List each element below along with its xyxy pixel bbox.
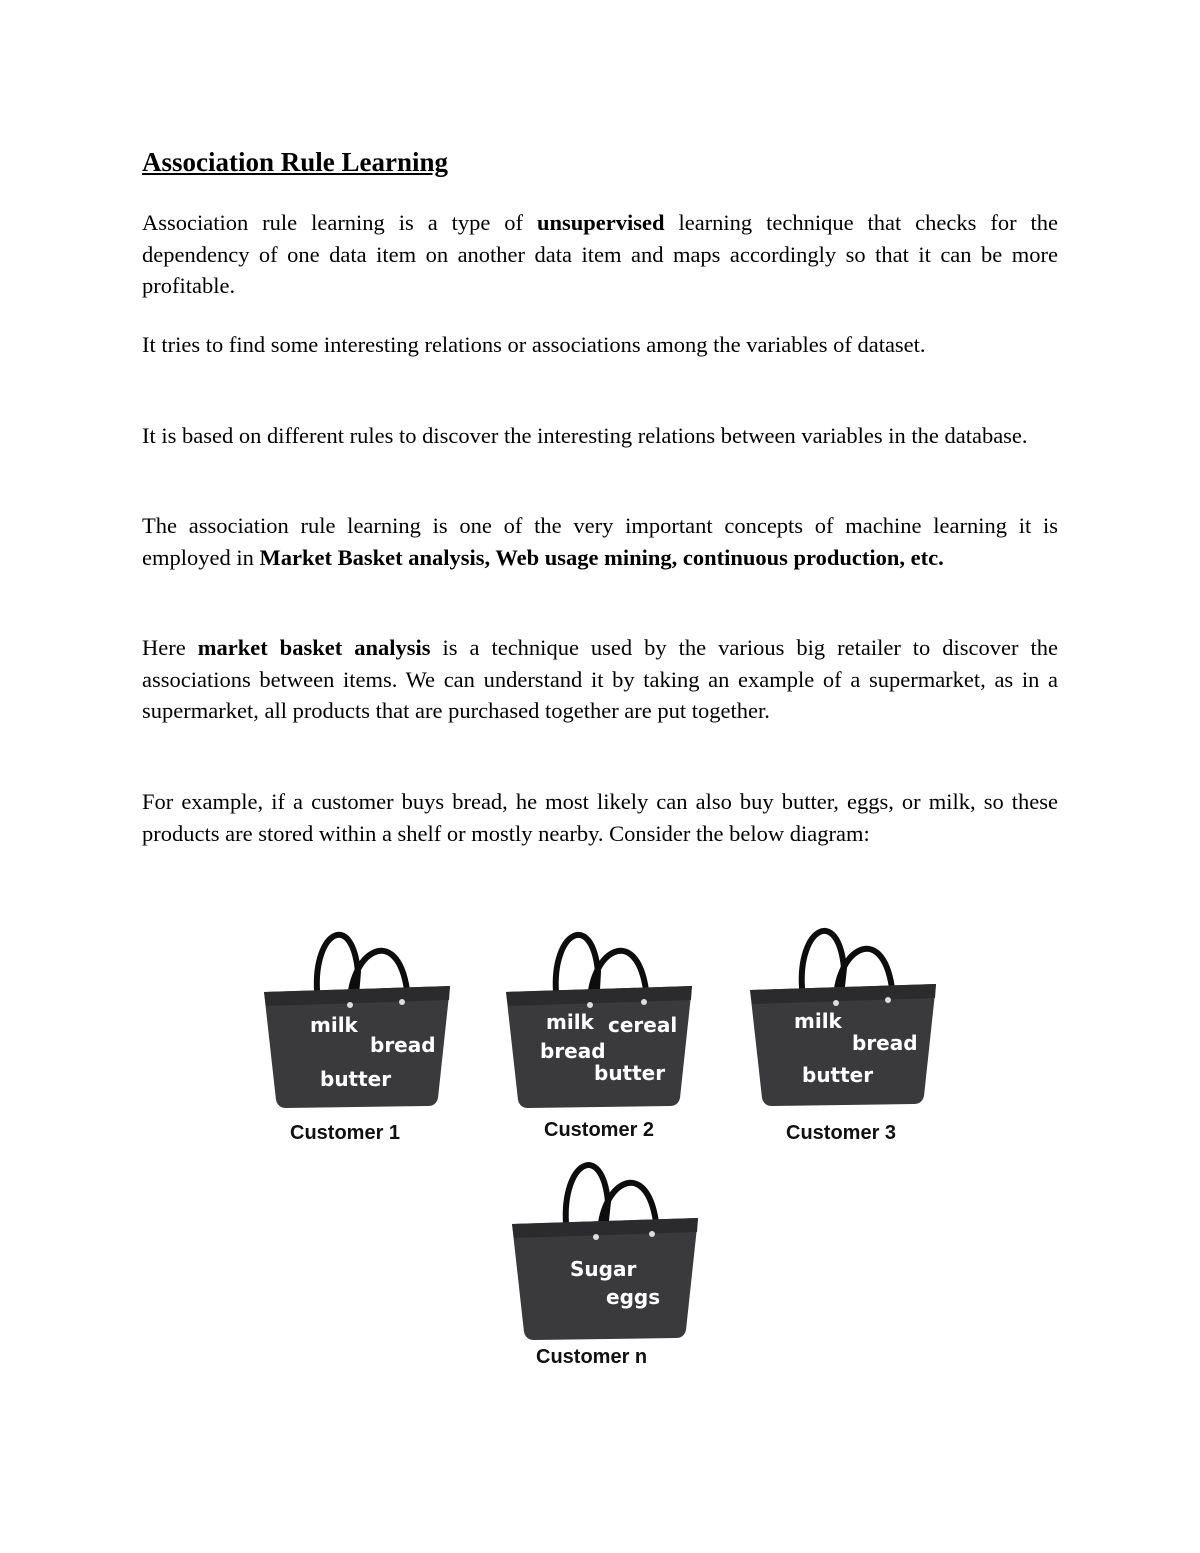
basket-customer-2: [504, 912, 704, 1112]
basket-n-item-1: Sugar: [570, 1257, 637, 1281]
basket-2-item-2: cereal: [608, 1013, 678, 1037]
paragraph-definition: [142, 207, 1058, 302]
p4-text-a: The association rule learning is one of the very important concepts of machine learning it is employed in: [142, 513, 1058, 570]
basket-n-item-2: eggs: [606, 1285, 661, 1309]
paragraph-rules: It is based on different rules to discover the interesting relations between variables in the database.: [142, 423, 1028, 448]
basket-customer-3: [748, 910, 948, 1110]
p5-bold-market-basket: market basket analysis: [197, 635, 431, 660]
paragraph-applications: [142, 510, 1058, 573]
paragraph-relations: It tries to find some interesting relations or associations among the variables of dataset.: [142, 332, 926, 357]
basket-customer-1: [262, 912, 462, 1112]
shopping-basket-icon: [748, 910, 948, 1110]
customer-1-label: Customer 1: [290, 1122, 401, 1144]
basket-1-item-2: bread: [370, 1033, 436, 1057]
p1-bold-unsupervised: unsupervised: [536, 210, 665, 235]
p1-text-a: Association rule learning is a type of: [142, 210, 537, 235]
basket-1-item-3: butter: [320, 1067, 392, 1091]
p4-bold-applications: Market Basket analysis, Web usage mining, continuous production, etc.: [259, 544, 944, 570]
basket-1-item-1: milk: [310, 1013, 358, 1037]
basket-3-item-1: milk: [794, 1009, 842, 1033]
page-title: Association Rule Learning: [142, 147, 449, 177]
p1-text-c: learning technique that checks for the dependency of one data item on another data item and maps accordingly so that it can be more profitable.: [142, 210, 1058, 298]
customer-3-label: Customer 3: [786, 1122, 897, 1144]
shopping-basket-icon: [262, 912, 462, 1112]
paragraph-example: For example, if a customer buys bread, he most likely can also buy butter, eggs, or milk, so these products are stored within a shelf or mostly nearby. Consider the below diagram:: [142, 789, 1058, 846]
basket-customer-n: [510, 1144, 710, 1344]
basket-2-item-3: bread: [540, 1039, 606, 1063]
customer-2-label: Customer 2: [544, 1119, 655, 1141]
basket-2-item-1: milk: [546, 1010, 594, 1034]
paragraph-market-basket: [142, 632, 1058, 727]
basket-3-item-2: bread: [852, 1031, 918, 1055]
shopping-basket-icon: [504, 912, 704, 1112]
customer-n-label: Customer n: [536, 1346, 648, 1368]
p5-text-a: Here: [142, 635, 198, 660]
basket-3-item-3: butter: [802, 1063, 874, 1087]
p5-text-c: is a technique used by the various big retailer to discover the associations between items. We can understand it by taking an example of a supermarket, as in a supermarket, all products that are purchased together are put together.: [142, 635, 1059, 723]
shopping-basket-icon: [510, 1144, 710, 1344]
basket-2-item-4: butter: [594, 1061, 666, 1085]
